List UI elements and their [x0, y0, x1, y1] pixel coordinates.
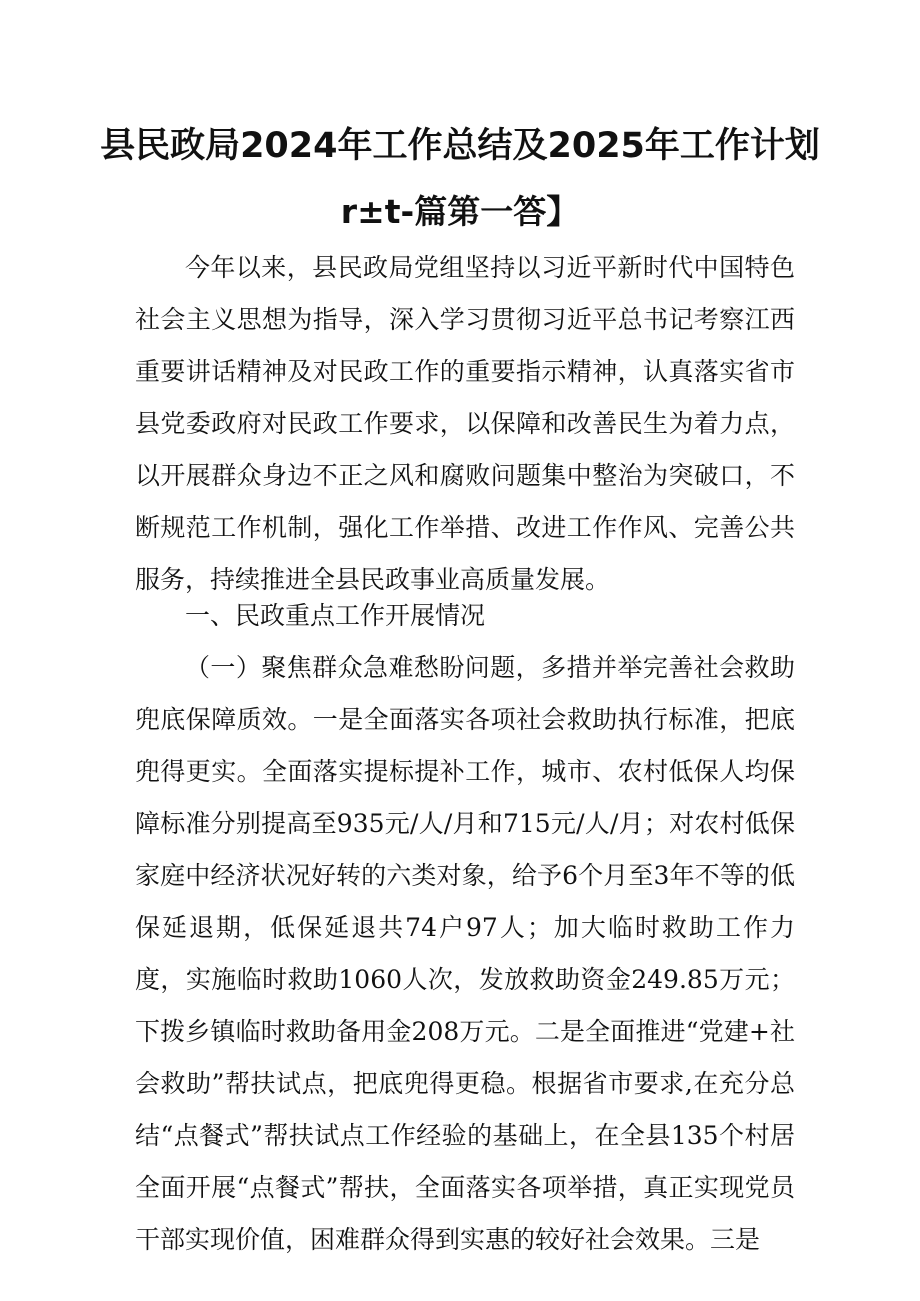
- document-title: 县民政局2024年工作总结及2025年工作计划: [100, 126, 820, 166]
- intro-paragraph: 今年以来，县民政局党组坚持以习近平新时代中国特色社会主义思想为指导，深入学习贯彻习近平总书记考察江西重要讲话精神及对民政工作的重要指示精神，认真落实省市县党委政府对民政工作要求，以保障和改善民生为着力点，以开展群众身边不正之风和腐败问题集中整治为突破口，不断规范工作机制，强化工作举措、改进工作作风、完善公共服务，持续推进全县民政事业高质量发展。: [135, 253, 795, 594]
- section-paragraph: （一）聚焦群众急难愁盼问题，多措并举完善社会救助兜底保障质效。一是全面落实各项社会救助执行标准，把底兜得更实。全面落实提标提补工作，城市、农村低保人均保障标准分别提高至935元/人/月和715元/人/月；对农村低保家庭中经济状况好转的六类对象，给予6个月至3年不等的低保延退期，低保延退共74户97人；加大临时救助工作力度，实施临时救助1060人次，发放救助资金249.85万元；下拨乡镇临时救助备用金208万元。二是全面推进“党建+社会救助”帮扶试点，把底兜得更稳。根据省市要求,在充分总结“点餐式”帮扶试点工作经验的基础上，在全县135个村居全面开展“点餐式”帮扶，全面落实各项举措，真正实现党员干部实现价值，困难群众得到实惠的较好社会效果。三是: [135, 653, 795, 1254]
- document-subtitle: r±t-篇第一答】: [340, 192, 580, 231]
- section-heading: 一、民政重点工作开展情况: [185, 601, 486, 630]
